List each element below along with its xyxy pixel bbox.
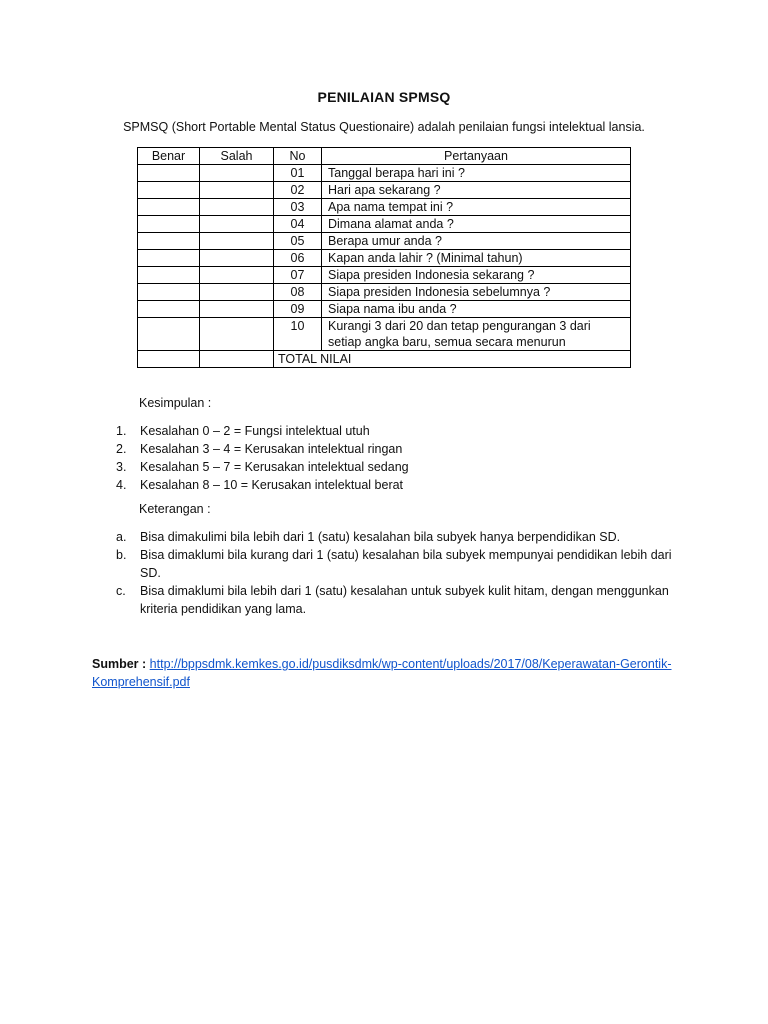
benar-cell (138, 216, 200, 233)
salah-cell (200, 301, 274, 318)
header-benar: Benar (138, 148, 200, 165)
spmsq-table (137, 147, 631, 368)
header-pertanyaan: Pertanyaan (322, 148, 631, 165)
benar-cell (138, 318, 200, 351)
benar-cell (138, 199, 200, 216)
benar-cell (138, 165, 200, 182)
table-row (138, 216, 631, 233)
list-item-text: Bisa dimaklumi bila kurang dari 1 (satu) kesalahan bila subyek mempunyai pendidikan lebih dari SD. (140, 548, 672, 580)
keterangan-heading: Keterangan : (139, 502, 211, 516)
list-marker: 1. (116, 424, 127, 438)
table-row (138, 318, 631, 351)
list-item (116, 422, 680, 440)
salah-cell (200, 199, 274, 216)
benar-cell (138, 301, 200, 318)
kesimpulan-heading: Kesimpulan : (139, 396, 212, 410)
table-row (138, 199, 631, 216)
list-marker: a. (116, 530, 127, 544)
salah-cell (200, 267, 274, 284)
table-row (138, 182, 631, 199)
salah-cell (200, 165, 274, 182)
list-item (116, 458, 680, 476)
page-title: PENILAIAN SPMSQ (317, 89, 451, 105)
salah-cell (200, 182, 274, 199)
list-marker: b. (116, 548, 127, 562)
table-row (138, 250, 631, 267)
list-item (116, 440, 680, 458)
table-header-row (138, 148, 631, 165)
question-text: Dimana alamat anda ? (322, 216, 631, 233)
list-marker: 4. (116, 478, 127, 492)
keterangan-list (116, 528, 675, 618)
question-text: Apa nama tempat ini ? (322, 199, 631, 216)
list-item-text: Kesalahan 0 – 2 = Fungsi intelektual utuh (140, 424, 370, 438)
benar-cell (138, 250, 200, 267)
row-number: 01 (274, 165, 322, 182)
table-row (138, 165, 631, 182)
benar-cell (138, 284, 200, 301)
table-row (138, 284, 631, 301)
list-item-text: Kesalahan 8 – 10 = Kerusakan intelektual berat (140, 478, 404, 492)
benar-cell (138, 351, 200, 368)
kesimpulan-list (116, 422, 680, 494)
question-text: Siapa presiden Indonesia sebelumnya ? (322, 284, 631, 301)
salah-cell (200, 284, 274, 301)
list-item-text: Kesalahan 3 – 4 = Kerusakan intelektual ringan (140, 442, 403, 456)
list-item-text: Bisa dimaklumi bila lebih dari 1 (satu) kesalahan untuk subyek kulit hitam, dengan menggunkan kriteria pendidikan yang lama. (140, 584, 669, 616)
benar-cell (138, 267, 200, 284)
list-item (116, 546, 675, 582)
row-number: 07 (274, 267, 322, 284)
benar-cell (138, 182, 200, 199)
question-text: Siapa nama ibu anda ? (322, 301, 631, 318)
list-item (116, 582, 675, 618)
question-text: Kapan anda lahir ? (Minimal tahun) (322, 250, 631, 267)
row-number: 10 (274, 318, 322, 351)
list-marker: 2. (116, 442, 127, 456)
table-row (138, 233, 631, 250)
list-item-text: Bisa dimakulimi bila lebih dari 1 (satu) kesalahan bila subyek hanya berpendidikan SD. (140, 530, 621, 544)
salah-cell (200, 250, 274, 267)
list-item (116, 476, 680, 494)
row-number: 09 (274, 301, 322, 318)
row-number: 03 (274, 199, 322, 216)
table-row (138, 301, 631, 318)
row-number: 02 (274, 182, 322, 199)
row-number: 06 (274, 250, 322, 267)
list-marker: 3. (116, 460, 127, 474)
salah-cell (200, 318, 274, 351)
question-text: Kurangi 3 dari 20 dan tetap pengurangan 3 dari setiap angka baru, semua secara menurun (322, 318, 631, 351)
table-row (138, 267, 631, 284)
list-item-text: Kesalahan 5 – 7 = Kerusakan intelektual sedang (140, 460, 409, 474)
list-item (116, 528, 675, 546)
source-link[interactable]: http://bppsdmk.kemkes.go.id/pusdiksdmk/wp-content/uploads/2017/08/Keperawatan-Gerontik-Komprehensif.pdf (92, 657, 672, 689)
list-marker: c. (116, 584, 126, 598)
question-text: Tanggal berapa hari ini ? (322, 165, 631, 182)
benar-cell (138, 233, 200, 250)
question-text: Hari apa sekarang ? (322, 182, 631, 199)
total-label: TOTAL NILAI (274, 351, 631, 368)
row-number: 04 (274, 216, 322, 233)
intro-text: SPMSQ (Short Portable Mental Status Questionaire) adalah penilaian fungsi intelektual lansia. (123, 120, 645, 134)
header-no: No (274, 148, 322, 165)
row-number: 08 (274, 284, 322, 301)
header-salah: Salah (200, 148, 274, 165)
salah-cell (200, 216, 274, 233)
total-row (138, 351, 631, 368)
question-text: Siapa presiden Indonesia sekarang ? (322, 267, 631, 284)
question-text: Berapa umur anda ? (322, 233, 631, 250)
row-number: 05 (274, 233, 322, 250)
source-citation (92, 655, 672, 691)
salah-cell (200, 233, 274, 250)
source-label: Sumber : (92, 657, 147, 671)
salah-cell (200, 351, 274, 368)
